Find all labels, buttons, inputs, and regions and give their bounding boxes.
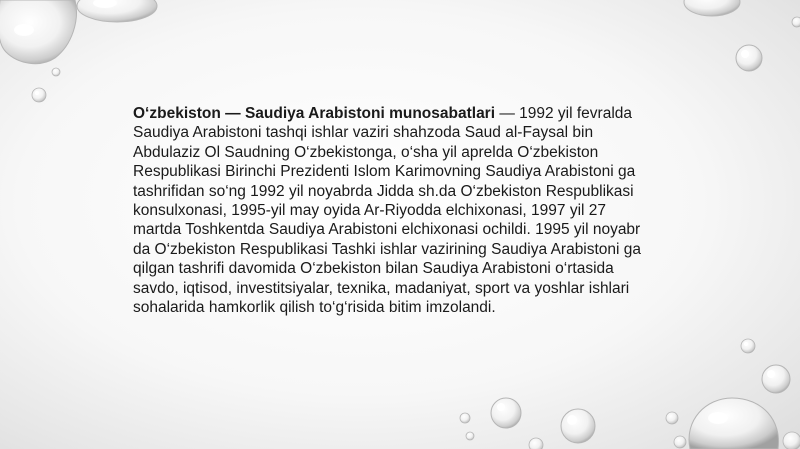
water-drop-icon — [460, 413, 470, 423]
water-drop-icon — [0, 0, 76, 64]
water-drop-icon — [684, 0, 740, 16]
water-drop-icon — [736, 45, 762, 71]
water-drop-icon — [792, 17, 800, 27]
water-drop-icon — [77, 0, 157, 22]
slide-body: — 1992 yil fevralda Saudiya Arabistoni tashqi ishlar vaziri shahzoda Saud al-Faysal bin Abdulaziz Ol Saudning O‘zbekistonga, o‘sha yil aprelda O‘zbekiston Respublikasi Birinchi Prezidenti Islom Karimovning Saudiya Arabistoni ga tashrifidan so‘ng 1992 yil noyabrda Jidda sh.da O‘zbekiston Respublikasi konsulxonasi, 1995-yil may oyida Ar-Riyodda elchixonasi, 1997 yil 27 martda Toshkentda Saudiya Arabistoni elchixonasi ochildi. 1995 yil noyabr da O‘zbekiston Respublikasi Tashki ishlar vazirining Saudiya Arabistoni ga qilgan tashrifi davomida O‘zbekiston bilan Saudiya Arabistoni o‘rtasida savdo, iqtisod, investitsiyalar, texnika, madaniyat, sport va yoshlar ishlari sohalarida hamkorlik qilish to‘g‘risida bitim imzolandi. — [133, 105, 642, 317]
water-drop-icon — [674, 436, 686, 448]
water-drop-icon — [741, 339, 755, 353]
slide-heading: O‘zbekiston — Saudiya Arabistoni munosabatlari — [133, 105, 496, 122]
water-drop-icon — [666, 412, 678, 424]
water-drop-icon — [466, 432, 474, 440]
water-drop-icon — [561, 409, 595, 443]
water-drop-icon — [529, 438, 543, 449]
water-drop-icon — [689, 398, 779, 449]
water-drop-icon — [52, 68, 60, 76]
water-drop-icon — [762, 365, 790, 393]
water-drop-icon — [491, 398, 521, 428]
water-drop-icon — [783, 432, 800, 449]
water-drop-icon — [32, 88, 46, 102]
slide-text — [133, 104, 653, 317]
